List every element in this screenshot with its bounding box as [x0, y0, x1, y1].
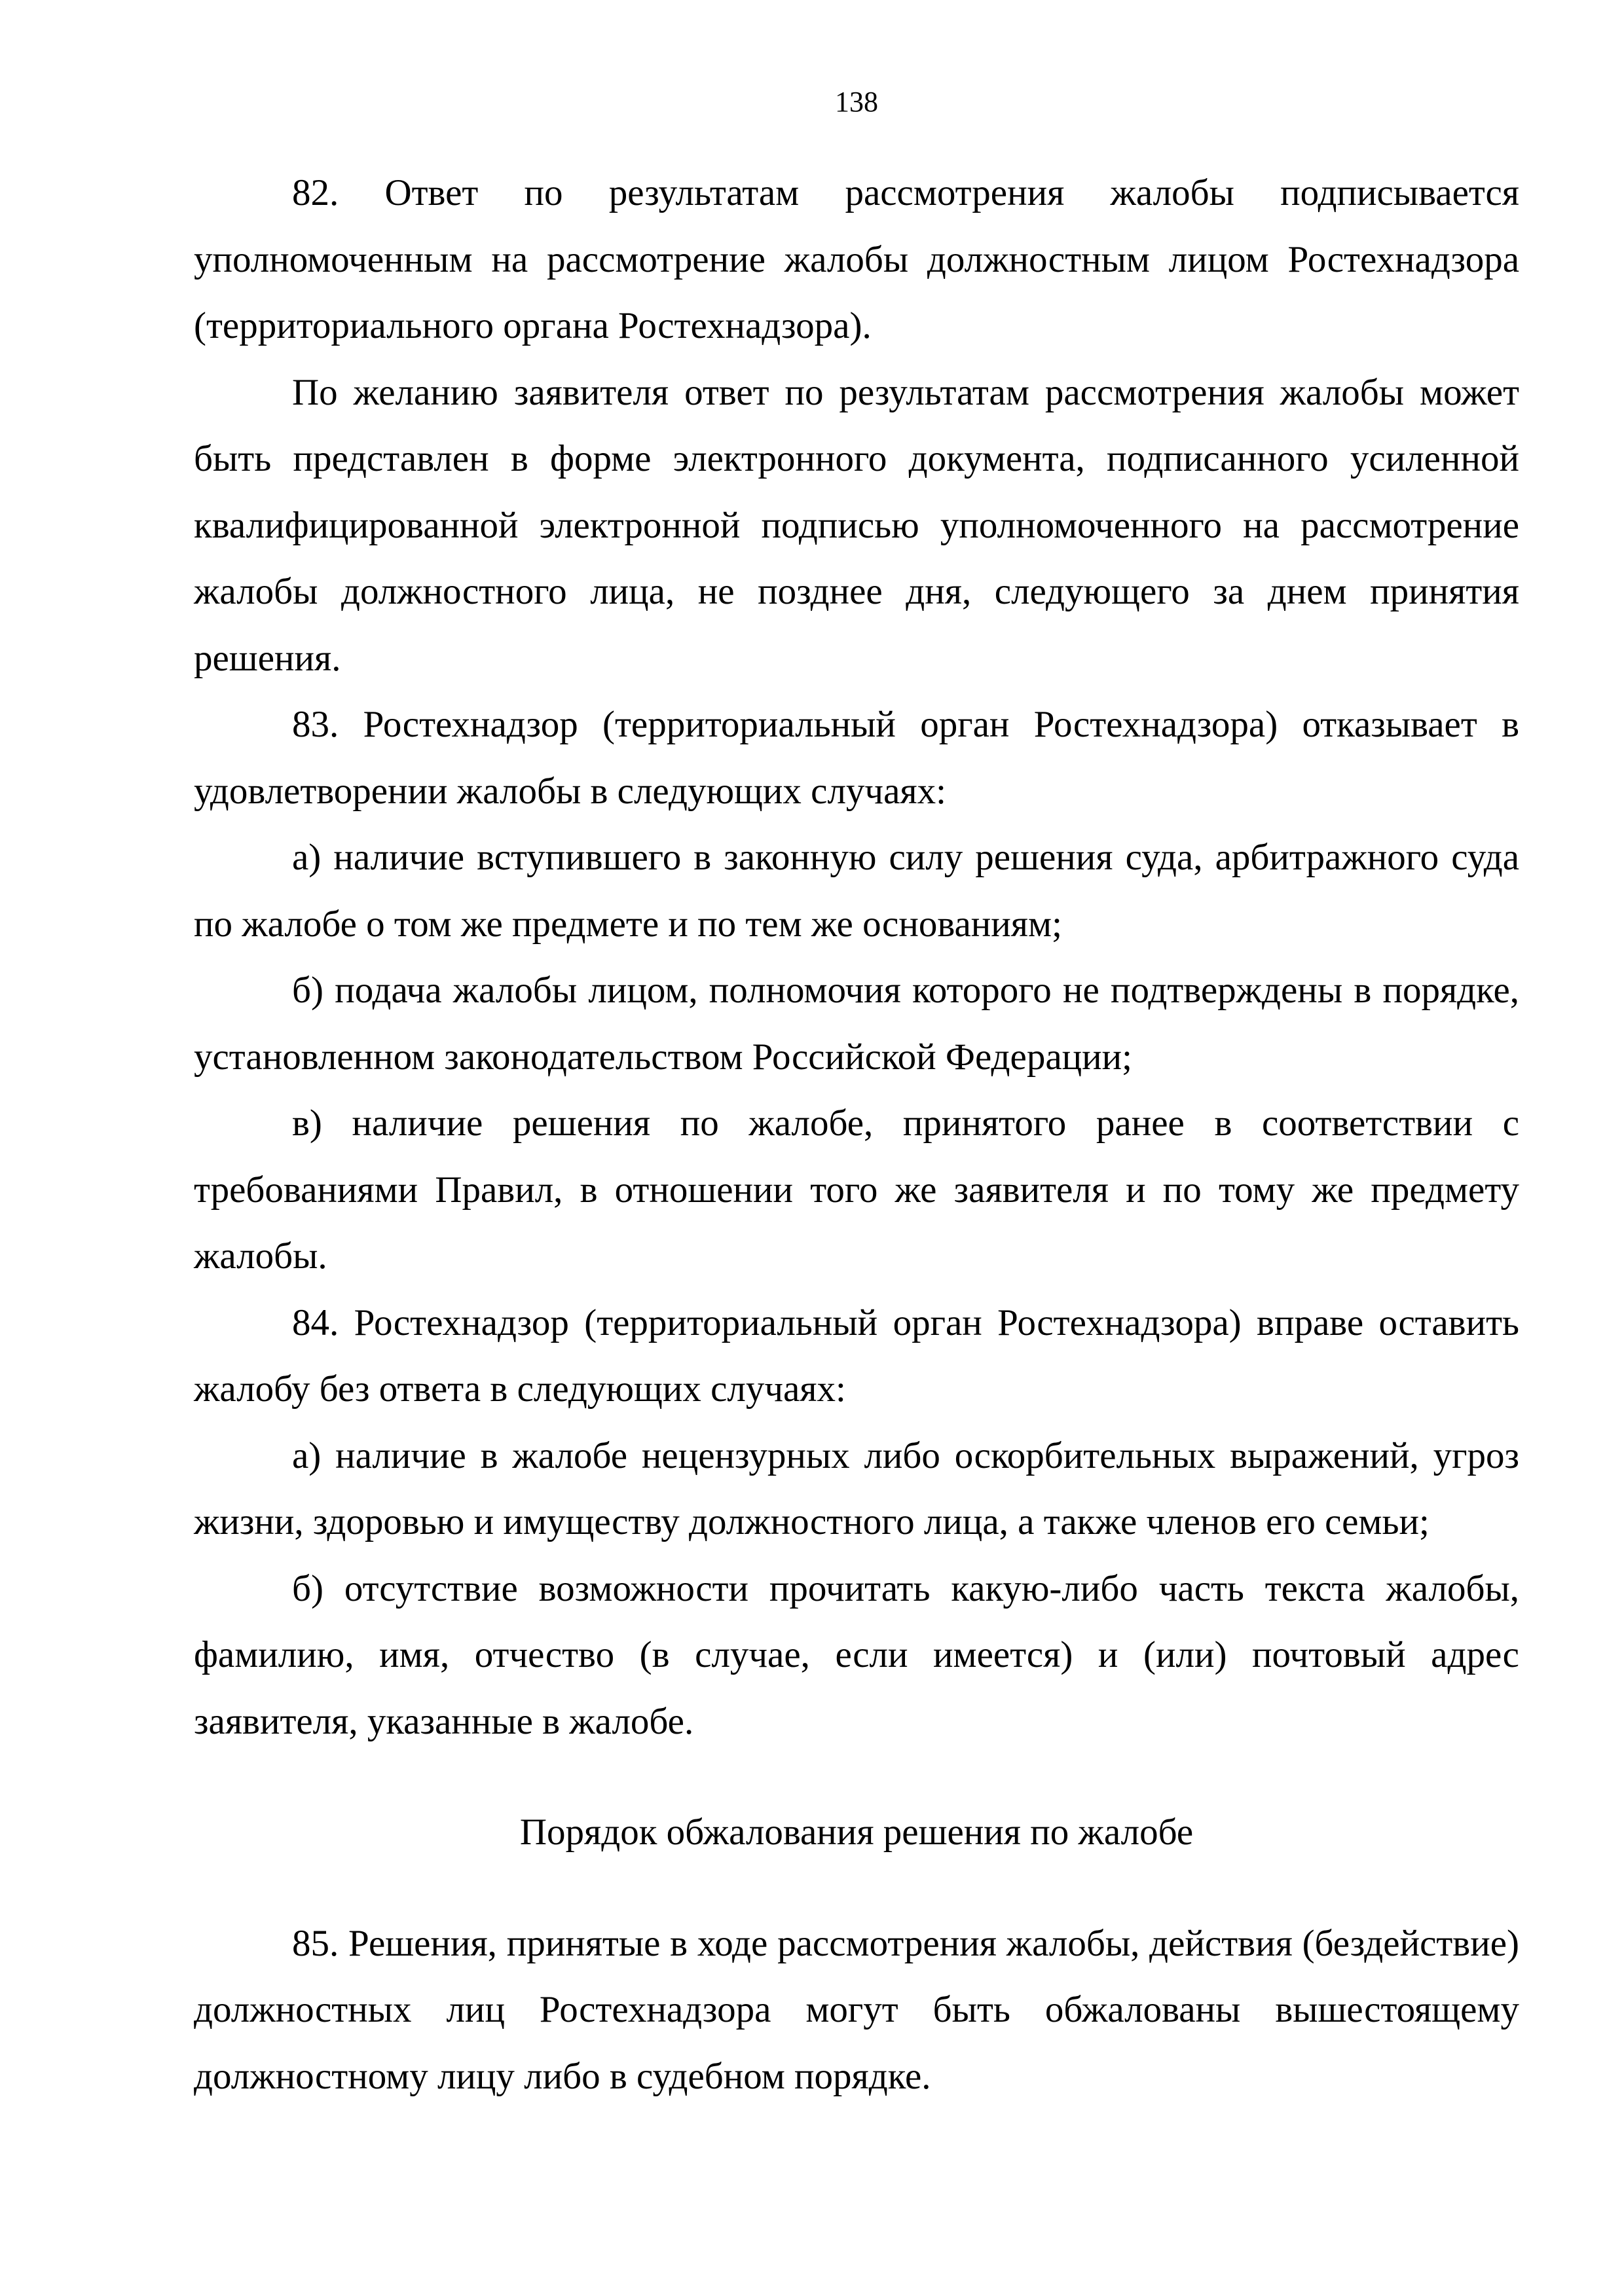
paragraph-84-a: а) наличие в жалобе нецензурных либо оскорбительных выражений, угроз жизни, здоровью и имуществу должностного лица, а также членов его семьи; — [194, 1434, 1519, 1542]
paragraph-83-v: в) наличие решения по жалобе, принятого ранее в соответствии с требованиями Правил, в отношении того же заявителя и по тому же предмету жалобы. — [194, 1102, 1519, 1277]
paragraph-82-electronic-answer: По желанию заявителя ответ по результатам рассмотрения жалобы может быть представлен в форме электронного документа, подписанного усиленной квалифицированной электронной подписью уполномоченного на рассмотрение жалобы должностного лица, не позднее дня, следующего за днем принятия решения. — [194, 371, 1519, 679]
paragraph-84-b: б) отсутствие возможности прочитать какую-либо часть текста жалобы, фамилию, имя, отчество (в случае, если имеется) и (или) почтовый адрес заявителя, указанные в жалобе. — [194, 1567, 1519, 1742]
paragraph-83: 83. Ростехнадзор (территориальный орган Ростехнадзора) отказывает в удовлетворении жалобы в следующих случаях: — [194, 704, 1519, 812]
section-heading: Порядок обжалования решения по жалобе — [519, 1812, 1194, 1853]
document-body — [194, 160, 1519, 2109]
paragraph-82: 82. Ответ по результатам рассмотрения жалобы подписывается уполномоченным на рассмотрение жалобы должностным лицом Ростехнадзора (территориального органа Ростехнадзора). — [194, 172, 1519, 346]
paragraph-83-a: а) наличие вступившего в законную силу решения суда, арбитражного суда по жалобе о том же предмете и по тем же основаниям; — [194, 837, 1519, 945]
paragraph-85: 85. Решения, принятые в ходе рассмотрения жалобы, действия (бездействие) должностных лиц Ростехнадзора могут быть обжалованы вышестоящему должностному лицу либо в судебном порядке. — [194, 1922, 1519, 2097]
paragraph-84: 84. Ростехнадзор (территориальный орган Ростехнадзора) вправе оставить жалобу без ответа в следующих случаях: — [194, 1302, 1519, 1410]
page-number: 138 — [835, 86, 878, 118]
paragraph-83-b: б) подача жалобы лицом, полномочия которого не подтверждены в порядке, установленном законодательством Российской Федерации; — [194, 970, 1519, 1078]
